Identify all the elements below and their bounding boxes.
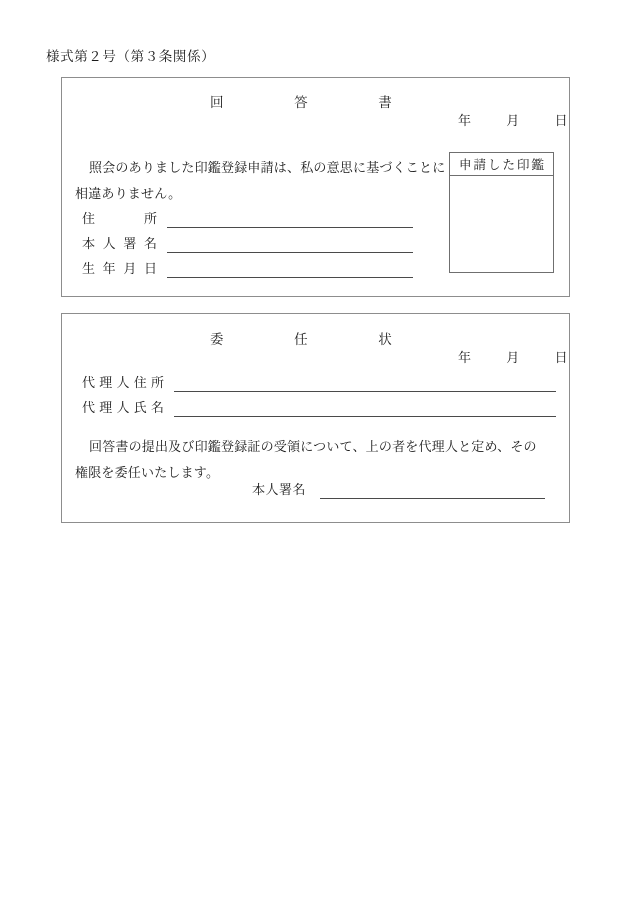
birthdate-label: 生年月日 (82, 262, 157, 277)
signature-input-rule[interactable] (167, 236, 413, 253)
signature-field[interactable] (82, 236, 413, 253)
principal-signature-label: 本人署名 (252, 483, 307, 498)
address-field[interactable] (82, 211, 413, 228)
proxy-statement-line-1: 回答書の提出及び印鑑登録証の受領について、上の者を代理人と定め、その (89, 440, 537, 455)
birthdate-input-rule[interactable] (167, 261, 413, 278)
proxy-address-label: 代理人住所 (82, 376, 164, 391)
proxy-statement-line-2: 権限を委任いたします。 (75, 466, 220, 481)
proxy-title-char-2: 任 (294, 332, 308, 348)
principal-signature-field[interactable] (252, 482, 545, 499)
proxy-address-input-rule[interactable] (174, 375, 556, 392)
seal-stamp-area[interactable] (450, 176, 553, 272)
proxy-day-label: 日 (554, 351, 568, 366)
answer-title (210, 91, 392, 111)
answer-statement-line-2: 相違ありません。 (75, 187, 182, 202)
proxy-name-input-rule[interactable] (174, 400, 556, 417)
signature-label: 本人署名 (82, 237, 157, 252)
proxy-name-field[interactable] (82, 400, 556, 417)
proxy-date-line (458, 347, 568, 366)
proxy-form-box (61, 313, 570, 523)
proxy-title-char-3: 状 (378, 332, 392, 348)
answer-year-label: 年 (458, 114, 472, 129)
answer-form-box (61, 77, 570, 297)
proxy-name-label: 代理人氏名 (82, 401, 164, 416)
answer-statement-line-1: 照会のありました印鑑登録申請は、私の意思に基づくことに (89, 161, 446, 176)
proxy-title-char-1: 委 (210, 332, 224, 348)
proxy-title (210, 328, 392, 348)
answer-title-char-1: 回 (210, 95, 224, 111)
answer-title-char-2: 答 (294, 95, 308, 111)
seal-impression-box (449, 152, 554, 273)
proxy-year-label: 年 (458, 351, 472, 366)
address-input-rule[interactable] (167, 211, 413, 228)
form-number: 様式第２号（第３条関係） (46, 49, 216, 65)
answer-day-label: 日 (554, 114, 568, 129)
answer-month-label: 月 (506, 114, 520, 129)
birthdate-field[interactable] (82, 261, 413, 278)
answer-title-char-3: 書 (378, 95, 392, 111)
proxy-address-field[interactable] (82, 375, 556, 392)
address-label: 住所 (82, 212, 157, 227)
principal-signature-input-rule[interactable] (320, 482, 545, 499)
answer-date-line (458, 110, 568, 129)
proxy-month-label: 月 (506, 351, 520, 366)
seal-box-header: 申請した印鑑 (450, 153, 553, 176)
